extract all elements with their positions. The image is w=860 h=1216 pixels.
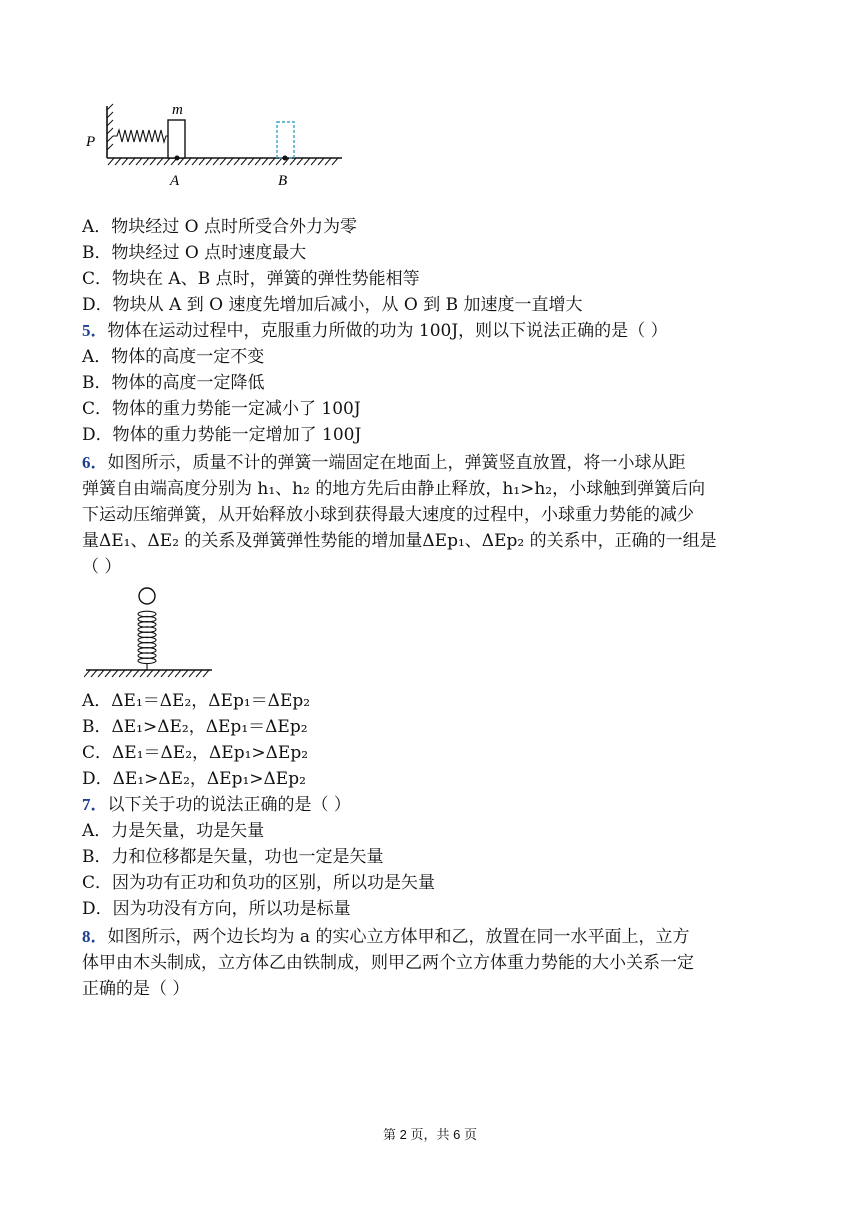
spring-block-figure [84, 100, 354, 192]
q6-stem-line-5: （ ） [82, 557, 122, 577]
q6-option-b: B．ΔE₁>ΔE₂，ΔEp₁＝ΔEp₂ [82, 717, 308, 737]
q5-option-a: A．物体的高度一定不变 [82, 347, 265, 367]
q6-stem-line-4: 量ΔE₁、ΔE₂ 的关系及弹簧弹性势能的增加量ΔEp₁、ΔEp₂ 的关系中，正确的一组是 [82, 531, 717, 551]
q4-option-d: D．物块从 A 到 O 速度先增加后减小，从 O 到 B 加速度一直增大 [82, 295, 583, 315]
point-p-label: P [86, 134, 96, 150]
q7-option-d: D．因为功没有方向，所以功是标量 [82, 899, 351, 919]
q5-stem: 5．物体在运动过程中，克服重力所做的功为 100J，则以下说法正确的是（ ） [82, 321, 668, 341]
q4-option-b: B．物块经过 O 点时速度最大 [82, 243, 307, 263]
point-a-label: A [170, 173, 180, 189]
q8-stem-line-3: 正确的是（ ） [82, 979, 190, 999]
q5-option-d: D．物体的重力势能一定增加了 100J [82, 425, 362, 445]
q6-stem-line-3: 下运动压缩弹簧，从开始释放小球到获得最大速度的过程中，小球重力势能的减少 [82, 505, 694, 525]
q5-option-b: B．物体的高度一定降低 [82, 373, 265, 393]
mass-label: m [172, 102, 183, 118]
q7-number: 7． [82, 795, 108, 814]
point-b-label: B [278, 173, 288, 189]
q7-option-c: C．因为功有正功和负功的区别，所以功是矢量 [82, 873, 436, 893]
q7-option-b: B．力和位移都是矢量，功也一定是矢量 [82, 847, 384, 867]
q8-stem-line-2: 体甲由木头制成，立方体乙由铁制成，则甲乙两个立方体重力势能的大小关系一定 [82, 953, 694, 973]
q8-number: 8． [82, 927, 108, 946]
q5-option-c: C．物体的重力势能一定减小了 100J [82, 399, 361, 419]
q7-stem: 7．以下关于功的说法正确的是（ ） [82, 795, 351, 815]
q6-stem-line-2: 弹簧自由端高度分别为 h₁、h₂ 的地方先后由静止释放，h₁>h₂，小球触到弹簧后向 [82, 479, 706, 499]
q4-option-c: C．物块在 A、B 点时，弹簧的弹性势能相等 [82, 269, 420, 289]
ball-spring-figure [84, 582, 214, 682]
q6-number: 6． [82, 453, 108, 472]
page-footer: 第 2 页，共 6 页 [383, 1127, 477, 1142]
q6-option-c: C．ΔE₁＝ΔE₂，ΔEp₁>ΔEp₂ [82, 743, 309, 763]
q6-stem-line-1: 6．如图所示，质量不计的弹簧一端固定在地面上，弹簧竖直放置，将一小球从距 [82, 453, 686, 473]
q7-option-a: A．力是矢量，功是矢量 [82, 821, 265, 841]
q6-option-d: D．ΔE₁>ΔE₂，ΔEp₁>ΔEp₂ [82, 769, 306, 789]
q6-option-a: A．ΔE₁＝ΔE₂，ΔEp₁＝ΔEp₂ [82, 691, 311, 711]
q4-option-a: A．物块经过 O 点时所受合外力为零 [82, 217, 358, 237]
q8-stem-line-1: 8．如图所示，两个边长均为 a 的实心立方体甲和乙，放置在同一水平面上，立方 [82, 927, 690, 947]
q5-number: 5． [82, 321, 108, 340]
